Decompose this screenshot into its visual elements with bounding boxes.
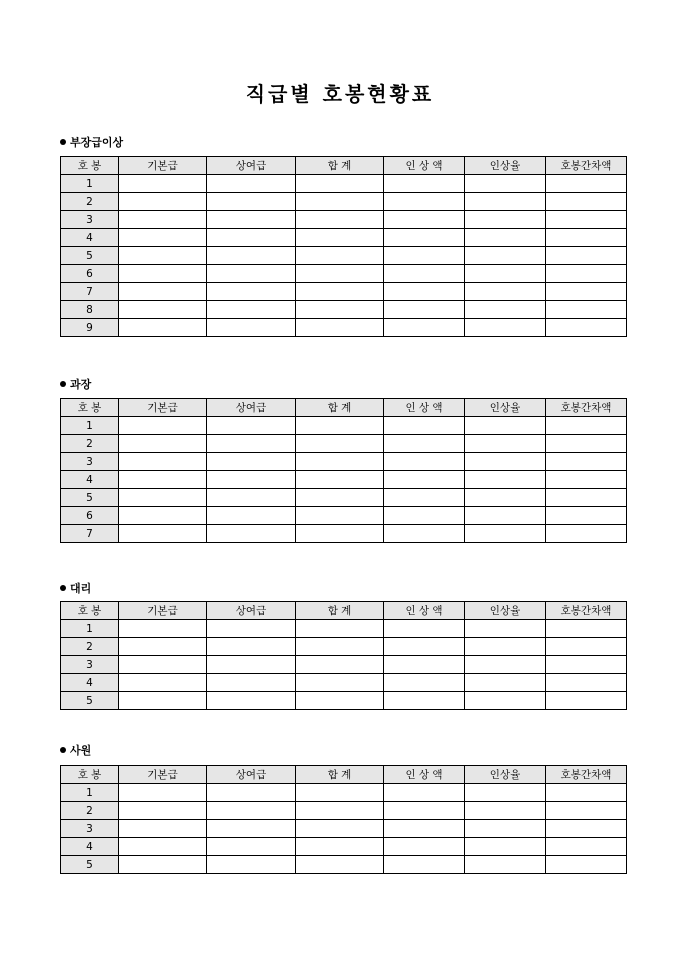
value-cell[interactable]: [465, 489, 546, 507]
value-cell[interactable]: [465, 692, 546, 710]
value-cell[interactable]: [207, 193, 296, 211]
grade-step-cell: 3: [61, 211, 119, 229]
value-cell[interactable]: [384, 856, 465, 874]
value-cell[interactable]: [296, 674, 384, 692]
value-cell[interactable]: [296, 319, 384, 337]
grade-step-cell: 3: [61, 820, 119, 838]
table-row: [61, 507, 627, 525]
column-header: 기본급: [119, 602, 207, 620]
value-cell[interactable]: [384, 838, 465, 856]
value-cell[interactable]: [546, 471, 627, 489]
value-cell[interactable]: [296, 211, 384, 229]
value-cell[interactable]: [296, 417, 384, 435]
value-cell[interactable]: [384, 692, 465, 710]
section-title: 과장: [70, 378, 92, 391]
grade-step-cell: 1: [61, 784, 119, 802]
value-cell[interactable]: [384, 175, 465, 193]
value-cell[interactable]: [207, 838, 296, 856]
column-header: 기본급: [119, 157, 207, 175]
value-cell[interactable]: [296, 283, 384, 301]
value-cell[interactable]: [207, 674, 296, 692]
table-row: [61, 301, 627, 319]
bullet-icon: [60, 139, 66, 145]
value-cell[interactable]: [546, 674, 627, 692]
value-cell[interactable]: [296, 620, 384, 638]
value-cell[interactable]: [296, 638, 384, 656]
value-cell[interactable]: [119, 247, 207, 265]
grade-step-cell: 7: [61, 525, 119, 543]
value-cell[interactable]: [207, 820, 296, 838]
value-cell[interactable]: [384, 507, 465, 525]
value-cell[interactable]: [207, 435, 296, 453]
grade-step-cell: 6: [61, 507, 119, 525]
value-cell[interactable]: [207, 229, 296, 247]
value-cell[interactable]: [119, 229, 207, 247]
value-cell[interactable]: [465, 620, 546, 638]
value-cell[interactable]: [119, 319, 207, 337]
column-header: 합 계: [296, 602, 384, 620]
header-row: [61, 766, 627, 784]
table-row: [61, 453, 627, 471]
value-cell[interactable]: [465, 453, 546, 471]
value-cell[interactable]: [207, 247, 296, 265]
value-cell[interactable]: [296, 784, 384, 802]
grade-step-cell: 6: [61, 265, 119, 283]
grade-step-cell: 4: [61, 471, 119, 489]
grade-step-cell: 5: [61, 692, 119, 710]
value-cell[interactable]: [119, 507, 207, 525]
value-cell[interactable]: [384, 247, 465, 265]
header-row: [61, 602, 627, 620]
value-cell[interactable]: [119, 265, 207, 283]
value-cell[interactable]: [465, 784, 546, 802]
value-cell[interactable]: [546, 525, 627, 543]
value-cell[interactable]: [296, 856, 384, 874]
grade-step-cell: 8: [61, 301, 119, 319]
value-cell[interactable]: [207, 525, 296, 543]
value-cell[interactable]: [207, 507, 296, 525]
column-header: 호 봉: [61, 766, 119, 784]
column-header: 인상율: [465, 766, 546, 784]
value-cell[interactable]: [119, 525, 207, 543]
value-cell[interactable]: [465, 471, 546, 489]
column-header: 상여급: [207, 157, 296, 175]
value-cell[interactable]: [296, 175, 384, 193]
table-row: [61, 674, 627, 692]
table-row: [61, 193, 627, 211]
value-cell[interactable]: [546, 838, 627, 856]
value-cell[interactable]: [546, 638, 627, 656]
value-cell[interactable]: [296, 525, 384, 543]
value-cell[interactable]: [296, 838, 384, 856]
grade-step-cell: 1: [61, 417, 119, 435]
table-row: [61, 489, 627, 507]
value-cell[interactable]: [384, 435, 465, 453]
value-cell[interactable]: [119, 838, 207, 856]
value-cell[interactable]: [465, 211, 546, 229]
table-row: [61, 229, 627, 247]
table-row: [61, 638, 627, 656]
value-cell[interactable]: [296, 802, 384, 820]
value-cell[interactable]: [546, 247, 627, 265]
value-cell[interactable]: [207, 692, 296, 710]
value-cell[interactable]: [119, 820, 207, 838]
column-header: 상여급: [207, 766, 296, 784]
value-cell[interactable]: [546, 507, 627, 525]
column-header: 호 봉: [61, 602, 119, 620]
value-cell[interactable]: [465, 656, 546, 674]
value-cell[interactable]: [546, 656, 627, 674]
value-cell[interactable]: [119, 175, 207, 193]
header-row: [61, 399, 627, 417]
value-cell[interactable]: [384, 489, 465, 507]
value-cell[interactable]: [465, 638, 546, 656]
column-header: 호봉간차액: [546, 399, 627, 417]
column-header: 인상율: [465, 399, 546, 417]
value-cell[interactable]: [546, 193, 627, 211]
grade-step-cell: 2: [61, 193, 119, 211]
value-cell[interactable]: [296, 435, 384, 453]
value-cell[interactable]: [119, 211, 207, 229]
value-cell[interactable]: [546, 319, 627, 337]
column-header: 인 상 액: [384, 766, 465, 784]
section-label: [60, 376, 91, 392]
value-cell[interactable]: [384, 283, 465, 301]
value-cell[interactable]: [384, 802, 465, 820]
value-cell[interactable]: [296, 229, 384, 247]
section-title: 부장급이상: [70, 136, 124, 149]
value-cell[interactable]: [546, 802, 627, 820]
bullet-icon: [60, 747, 66, 753]
page-title: 직급별 호봉현황표: [245, 82, 435, 106]
value-cell[interactable]: [296, 692, 384, 710]
grade-step-cell: 1: [61, 175, 119, 193]
grade-step-cell: 5: [61, 856, 119, 874]
table-row: [61, 784, 627, 802]
grade-step-cell: 3: [61, 453, 119, 471]
value-cell[interactable]: [465, 507, 546, 525]
value-cell[interactable]: [465, 265, 546, 283]
salary-table: [60, 765, 627, 874]
table-row: [61, 692, 627, 710]
value-cell[interactable]: [546, 784, 627, 802]
column-header: 합 계: [296, 399, 384, 417]
bullet-icon: [60, 585, 66, 591]
value-cell[interactable]: [465, 229, 546, 247]
value-cell[interactable]: [384, 674, 465, 692]
value-cell[interactable]: [207, 283, 296, 301]
column-header: 호 봉: [61, 399, 119, 417]
column-header: 인 상 액: [384, 157, 465, 175]
salary-table: [60, 156, 627, 337]
value-cell[interactable]: [119, 453, 207, 471]
value-cell[interactable]: [119, 674, 207, 692]
value-cell[interactable]: [546, 489, 627, 507]
value-cell[interactable]: [546, 692, 627, 710]
grade-step-cell: 4: [61, 838, 119, 856]
value-cell[interactable]: [119, 856, 207, 874]
column-header: 호 봉: [61, 157, 119, 175]
table-row: [61, 620, 627, 638]
value-cell[interactable]: [119, 638, 207, 656]
value-cell[interactable]: [465, 435, 546, 453]
value-cell[interactable]: [119, 620, 207, 638]
value-cell[interactable]: [296, 820, 384, 838]
value-cell[interactable]: [465, 247, 546, 265]
value-cell[interactable]: [546, 620, 627, 638]
value-cell[interactable]: [546, 417, 627, 435]
value-cell[interactable]: [119, 692, 207, 710]
value-cell[interactable]: [465, 838, 546, 856]
bullet-icon: [60, 381, 66, 387]
value-cell[interactable]: [465, 283, 546, 301]
value-cell[interactable]: [207, 856, 296, 874]
value-cell[interactable]: [384, 638, 465, 656]
value-cell[interactable]: [546, 453, 627, 471]
column-header: 합 계: [296, 766, 384, 784]
value-cell[interactable]: [546, 211, 627, 229]
grade-step-cell: 5: [61, 247, 119, 265]
grade-step-cell: 1: [61, 620, 119, 638]
value-cell[interactable]: [546, 856, 627, 874]
grade-step-cell: 7: [61, 283, 119, 301]
value-cell[interactable]: [296, 489, 384, 507]
salary-table: [60, 398, 627, 543]
value-cell[interactable]: [546, 820, 627, 838]
value-cell[interactable]: [296, 265, 384, 283]
value-cell[interactable]: [384, 453, 465, 471]
grade-step-cell: 5: [61, 489, 119, 507]
value-cell[interactable]: [207, 265, 296, 283]
value-cell[interactable]: [465, 856, 546, 874]
section-label: [60, 742, 91, 758]
header-row: [61, 157, 627, 175]
table-row: [61, 265, 627, 283]
value-cell[interactable]: [465, 525, 546, 543]
value-cell[interactable]: [207, 656, 296, 674]
section-label: [60, 134, 123, 150]
grade-step-cell: 2: [61, 435, 119, 453]
column-header: 인 상 액: [384, 399, 465, 417]
value-cell[interactable]: [384, 211, 465, 229]
value-cell[interactable]: [546, 301, 627, 319]
value-cell[interactable]: [465, 193, 546, 211]
column-header: 합 계: [296, 157, 384, 175]
value-cell[interactable]: [384, 620, 465, 638]
column-header: 상여급: [207, 399, 296, 417]
column-header: 호봉간차액: [546, 602, 627, 620]
table-row: [61, 435, 627, 453]
value-cell[interactable]: [465, 175, 546, 193]
value-cell[interactable]: [119, 656, 207, 674]
value-cell[interactable]: [296, 507, 384, 525]
value-cell[interactable]: [546, 435, 627, 453]
table-row: [61, 820, 627, 838]
value-cell[interactable]: [465, 319, 546, 337]
grade-step-cell: 3: [61, 656, 119, 674]
value-cell[interactable]: [119, 471, 207, 489]
value-cell[interactable]: [465, 802, 546, 820]
column-header: 인 상 액: [384, 602, 465, 620]
value-cell[interactable]: [384, 417, 465, 435]
column-header: 기본급: [119, 766, 207, 784]
value-cell[interactable]: [207, 802, 296, 820]
value-cell[interactable]: [207, 417, 296, 435]
value-cell[interactable]: [465, 674, 546, 692]
table-row: [61, 417, 627, 435]
table-row: [61, 838, 627, 856]
value-cell[interactable]: [384, 525, 465, 543]
table-row: [61, 656, 627, 674]
value-cell[interactable]: [546, 265, 627, 283]
value-cell[interactable]: [384, 820, 465, 838]
value-cell[interactable]: [207, 301, 296, 319]
value-cell[interactable]: [119, 784, 207, 802]
value-cell[interactable]: [119, 193, 207, 211]
table-row: [61, 802, 627, 820]
column-header: 호봉간차액: [546, 157, 627, 175]
grade-step-cell: 9: [61, 319, 119, 337]
value-cell[interactable]: [207, 453, 296, 471]
table-row: [61, 525, 627, 543]
value-cell[interactable]: [384, 656, 465, 674]
value-cell[interactable]: [465, 820, 546, 838]
value-cell[interactable]: [465, 417, 546, 435]
value-cell[interactable]: [119, 283, 207, 301]
value-cell[interactable]: [207, 489, 296, 507]
section-title: 대리: [70, 582, 92, 595]
section-label: [60, 580, 91, 596]
value-cell[interactable]: [296, 471, 384, 489]
value-cell[interactable]: [119, 417, 207, 435]
value-cell[interactable]: [384, 301, 465, 319]
table-row: [61, 175, 627, 193]
value-cell[interactable]: [207, 638, 296, 656]
value-cell[interactable]: [119, 489, 207, 507]
value-cell[interactable]: [119, 802, 207, 820]
value-cell[interactable]: [296, 453, 384, 471]
value-cell[interactable]: [546, 229, 627, 247]
grade-step-cell: 4: [61, 674, 119, 692]
value-cell[interactable]: [119, 435, 207, 453]
value-cell[interactable]: [296, 301, 384, 319]
value-cell[interactable]: [207, 211, 296, 229]
value-cell[interactable]: [384, 193, 465, 211]
grade-step-cell: 4: [61, 229, 119, 247]
value-cell[interactable]: [207, 471, 296, 489]
table-row: [61, 856, 627, 874]
table-row: [61, 283, 627, 301]
salary-table: [60, 601, 627, 710]
value-cell[interactable]: [296, 193, 384, 211]
value-cell[interactable]: [207, 319, 296, 337]
value-cell[interactable]: [384, 265, 465, 283]
value-cell[interactable]: [465, 301, 546, 319]
column-header: 인상율: [465, 602, 546, 620]
value-cell[interactable]: [207, 784, 296, 802]
value-cell[interactable]: [384, 319, 465, 337]
value-cell[interactable]: [384, 784, 465, 802]
table-row: [61, 471, 627, 489]
value-cell[interactable]: [119, 301, 207, 319]
value-cell[interactable]: [546, 175, 627, 193]
column-header: 호봉간차액: [546, 766, 627, 784]
value-cell[interactable]: [546, 283, 627, 301]
column-header: 상여급: [207, 602, 296, 620]
table-row: [61, 319, 627, 337]
column-header: 인상율: [465, 157, 546, 175]
grade-step-cell: 2: [61, 638, 119, 656]
section-title: 사원: [70, 744, 92, 757]
column-header: 기본급: [119, 399, 207, 417]
value-cell[interactable]: [296, 247, 384, 265]
table-row: [61, 247, 627, 265]
value-cell[interactable]: [384, 229, 465, 247]
value-cell[interactable]: [384, 471, 465, 489]
grade-step-cell: 2: [61, 802, 119, 820]
value-cell[interactable]: [207, 620, 296, 638]
table-row: [61, 211, 627, 229]
value-cell[interactable]: [207, 175, 296, 193]
value-cell[interactable]: [296, 656, 384, 674]
